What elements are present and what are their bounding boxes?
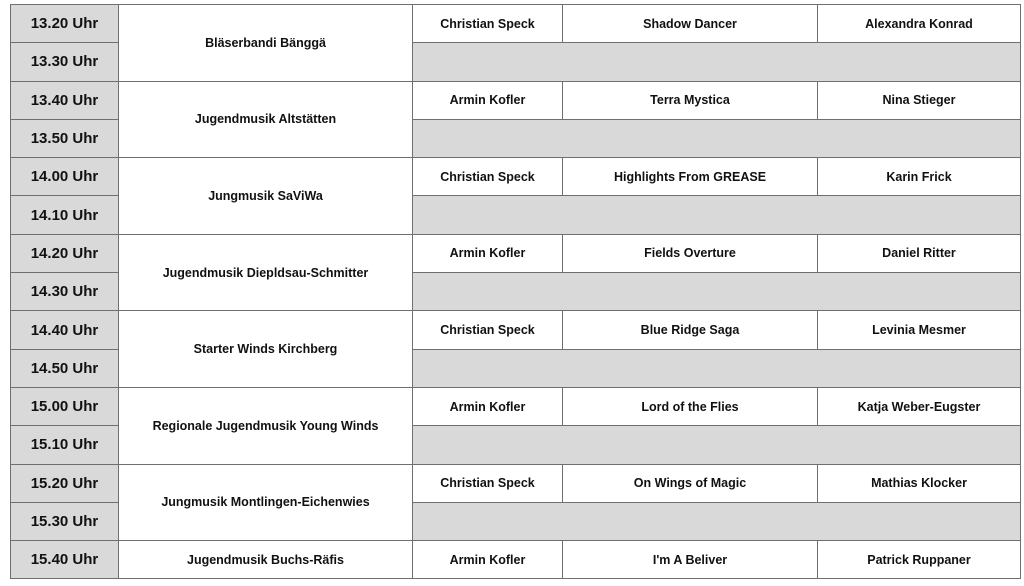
empty-cell: [413, 119, 1021, 157]
empty-cell: [413, 196, 1021, 234]
jury-name: Patrick Ruppaner: [818, 541, 1021, 579]
empty-cell: [413, 502, 1021, 540]
time-slot: 15.20 Uhr: [11, 464, 119, 502]
time-slot: 14.10 Uhr: [11, 196, 119, 234]
jury-name: Mathias Klocker: [818, 464, 1021, 502]
time-slot: 14.00 Uhr: [11, 158, 119, 196]
jury-name: Katja Weber-Eugster: [818, 387, 1021, 425]
conductor-name: Armin Kofler: [413, 387, 563, 425]
schedule-body: [11, 5, 1021, 579]
conductor-name: Armin Kofler: [413, 541, 563, 579]
band-name: Bläserbandi Bänggä: [119, 5, 413, 82]
conductor-name: Armin Kofler: [413, 81, 563, 119]
band-name: Jugendmusik Diepldsau-Schmitter: [119, 234, 413, 311]
jury-name: Nina Stieger: [818, 81, 1021, 119]
table-row: [11, 541, 1021, 579]
empty-cell: [413, 273, 1021, 311]
empty-cell: [413, 426, 1021, 464]
time-slot: 15.00 Uhr: [11, 387, 119, 425]
time-slot: 13.30 Uhr: [11, 43, 119, 81]
band-name: Jugendmusik Buchs-Räfis: [119, 541, 413, 579]
schedule-table: [10, 4, 1021, 579]
piece-title: Blue Ridge Saga: [563, 311, 818, 349]
conductor-name: Christian Speck: [413, 158, 563, 196]
band-name: Jungmusik Montlingen-Eichenwies: [119, 464, 413, 541]
time-slot: 13.20 Uhr: [11, 5, 119, 43]
time-slot: 14.20 Uhr: [11, 234, 119, 272]
table-row: [11, 81, 1021, 119]
piece-title: On Wings of Magic: [563, 464, 818, 502]
conductor-name: Christian Speck: [413, 311, 563, 349]
time-slot: 13.40 Uhr: [11, 81, 119, 119]
band-name: Jungmusik SaViWa: [119, 158, 413, 235]
piece-title: Shadow Dancer: [563, 5, 818, 43]
piece-title: I'm A Beliver: [563, 541, 818, 579]
table-row: [11, 5, 1021, 43]
piece-title: Lord of the Flies: [563, 387, 818, 425]
time-slot: 15.40 Uhr: [11, 541, 119, 579]
jury-name: Levinia Mesmer: [818, 311, 1021, 349]
piece-title: Fields Overture: [563, 234, 818, 272]
empty-cell: [413, 349, 1021, 387]
jury-name: Karin Frick: [818, 158, 1021, 196]
table-row: [11, 234, 1021, 272]
table-row: [11, 464, 1021, 502]
time-slot: 15.10 Uhr: [11, 426, 119, 464]
band-name: Starter Winds Kirchberg: [119, 311, 413, 388]
table-row: [11, 311, 1021, 349]
time-slot: 14.30 Uhr: [11, 273, 119, 311]
conductor-name: Armin Kofler: [413, 234, 563, 272]
empty-cell: [413, 43, 1021, 81]
band-name: Regionale Jugendmusik Young Winds: [119, 387, 413, 464]
time-slot: 15.30 Uhr: [11, 502, 119, 540]
time-slot: 14.40 Uhr: [11, 311, 119, 349]
time-slot: 14.50 Uhr: [11, 349, 119, 387]
band-name: Jugendmusik Altstätten: [119, 81, 413, 158]
table-row: [11, 387, 1021, 425]
jury-name: Alexandra Konrad: [818, 5, 1021, 43]
jury-name: Daniel Ritter: [818, 234, 1021, 272]
conductor-name: Christian Speck: [413, 464, 563, 502]
time-slot: 13.50 Uhr: [11, 119, 119, 157]
conductor-name: Christian Speck: [413, 5, 563, 43]
piece-title: Terra Mystica: [563, 81, 818, 119]
piece-title: Highlights From GREASE: [563, 158, 818, 196]
table-row: [11, 158, 1021, 196]
